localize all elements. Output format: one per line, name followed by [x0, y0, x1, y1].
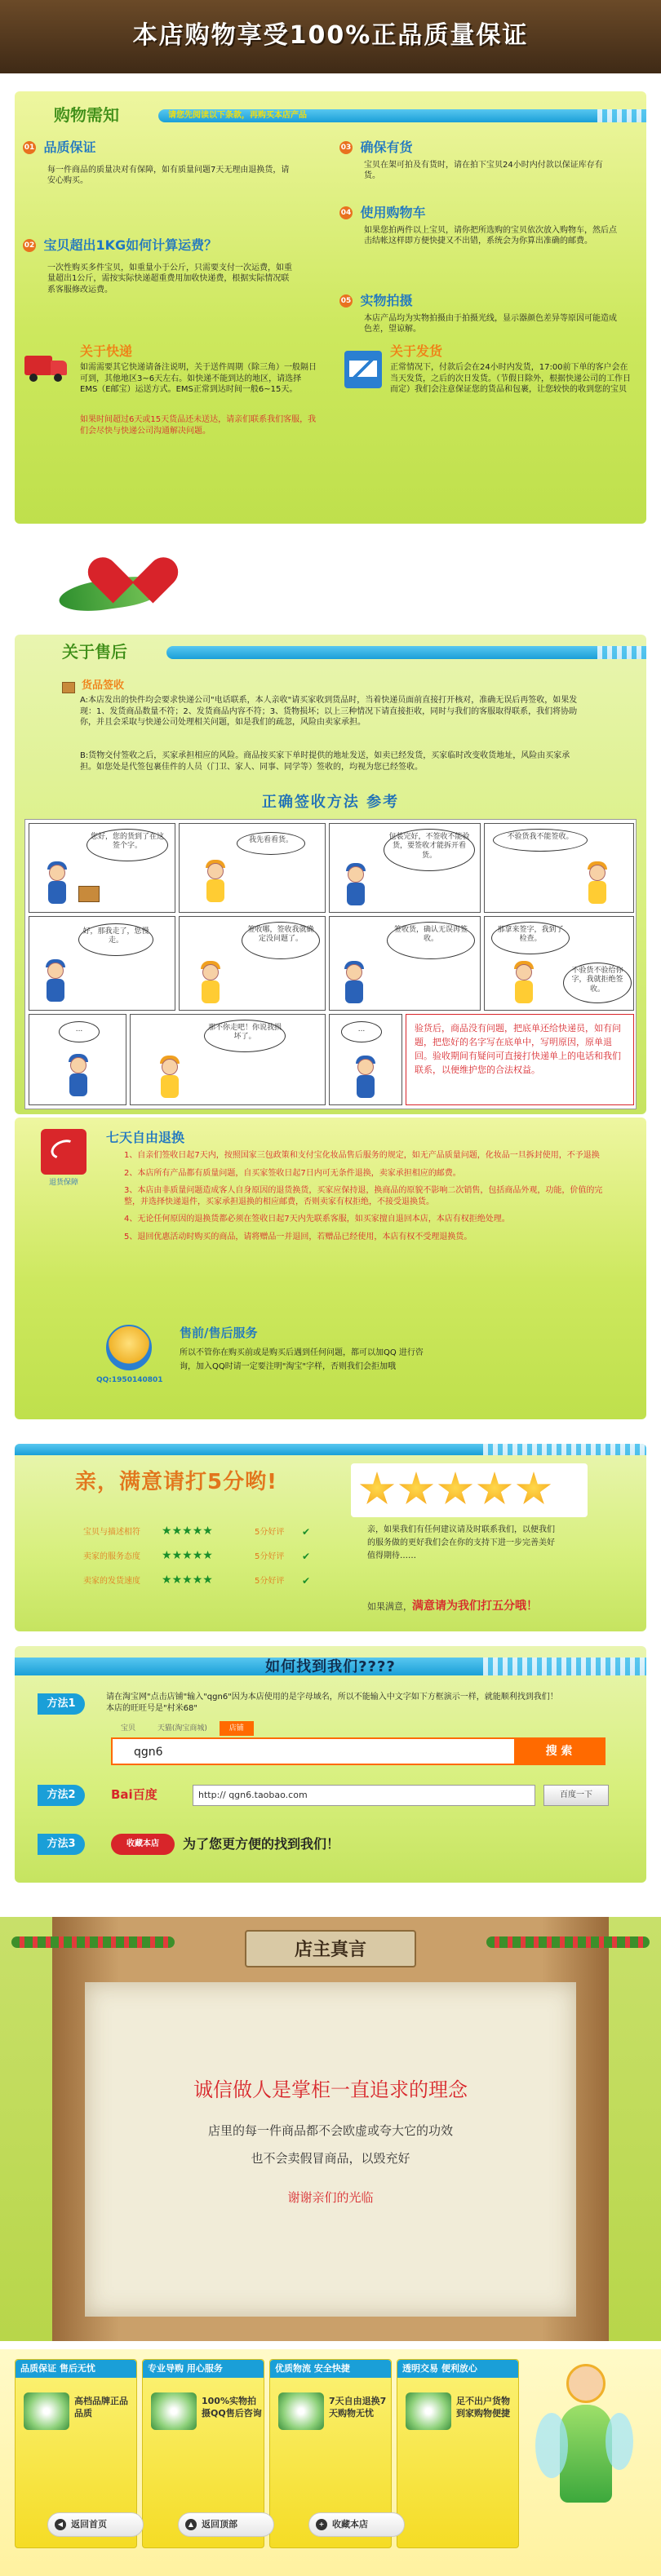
comic-warning-panel [406, 1014, 634, 1105]
vine-left [11, 1936, 175, 1948]
rating-stars: ★★★★★ [162, 1549, 213, 1562]
comic-panel [29, 823, 175, 913]
check-icon: ✔ [302, 1526, 311, 1538]
method3-text: 为了您更方便的找到我们！ [183, 1836, 340, 1852]
courier-figure [339, 964, 367, 1005]
favorite-button[interactable] [308, 2512, 405, 2537]
rule-item: 1、自亲们签收日起7天内，按照国家三包政策和支付宝化妆品售后服务的规定，如无产品质量问题，化妆品一旦拆封使用，不予退换 [124, 1151, 600, 1160]
speech-bubble: 签收哪，签收我就确定没问题了。 [242, 922, 320, 959]
baidu-logo: Bai百度 [111, 1787, 157, 1802]
speech-bubble: 那不你走吧！你说我损坏了。 [204, 1020, 286, 1052]
shopping-notes-ribbon [158, 109, 646, 122]
feature-text: 100%实物拍摄QQ售后咨询 [202, 2396, 262, 2419]
owner-paper [85, 1982, 576, 2317]
owner-section [0, 1917, 661, 2341]
comic-panel [329, 1014, 402, 1105]
comic-panel [179, 823, 326, 913]
back-home-label: 返回首页 [71, 2519, 107, 2530]
method2-label: 方法2 [38, 1785, 85, 1806]
customer-figure [201, 863, 228, 904]
comic-panel [329, 823, 481, 913]
customer-figure [583, 865, 610, 905]
note-title: 宝贝超出1KG如何计算运费？ [43, 237, 218, 253]
rating-cta-line [367, 1599, 628, 1614]
rating-value: 5分好评 [255, 1528, 285, 1537]
check-icon: ✔ [302, 1575, 311, 1587]
feature-text: 足不出户货物到家购物便捷 [456, 2396, 510, 2419]
shopping-notes-section [15, 91, 646, 524]
feature-header: 透明交易 便利放心 [397, 2360, 518, 2378]
number-badge: 04 [339, 206, 353, 219]
number-badge: 01 [23, 141, 36, 154]
owner-line-2: 也不会卖假冒商品，以毁充好 [251, 2151, 410, 2166]
receipt-text-b: B:货物交付签收之后，买家承担相应的风险。商品按买家下单时提供的地址发送，如卖已经发货，买家临时改变收货地址，风险由买家承担。如您处是代签包裹佳件的人员（门卫、家人、同事、同学等）签收的，均视为您已经签收。 [80, 751, 570, 772]
note-02 [23, 237, 308, 295]
owner-header-plaque [245, 1930, 416, 1967]
courier-figure [41, 963, 69, 1003]
favorite-label: 收藏本店 [332, 2519, 368, 2530]
rule-item: 3、本店由非质量问题造成客人自身原因的退货换货，买家应保持退，换商品的原貌不影响二次销售，包括商品外观，功能，价值的完整，并选择快递退件，买家承担退换的相应邮费，否则卖家有权拒绝，不接受退换货。 [124, 1186, 603, 1206]
rule-item: 2、本店所有产品都有质量问题，自买家签收日起7日内可无条件退换，卖家承担相应的邮费。 [124, 1168, 461, 1178]
after-sales-heading: 关于售后 [62, 642, 127, 662]
check-icon: ✔ [302, 1551, 311, 1562]
rule-item: 4、无论任何原因的退换货都必须在签收日起7天内先联系客服，如买家擅自退回本店，本店有权拒绝处理。 [124, 1215, 510, 1224]
comic-panel [484, 916, 634, 1011]
box-icon [62, 682, 75, 693]
customer-figure [155, 1059, 183, 1100]
star-icon [359, 1472, 395, 1507]
fairy-figure [535, 2364, 633, 2560]
note-title: 实物拍摄 [360, 293, 413, 308]
shipping-text: 正常情况下，付款后会在24小时内发货，17:00前下单的客户会在当天发货，之后的次日发货。（节假日除外，根据快递公司的工作日而定）我们会注意保证您的货品和包裹，让您较快的收到您的宝贝 [390, 363, 631, 394]
express-note: 如果时间超过6天或15天货品还未送达，请亲们联系我们客服，我们会尽快与快递公司沟通解决问题。 [80, 415, 317, 436]
speech-bubble: 您好，您的货到了在这签个字。 [87, 829, 168, 861]
after-sales-section [15, 635, 646, 1114]
owner-title: 诚信做人是掌柜一直追求的理念 [193, 2078, 468, 2101]
url-input[interactable]: http:// qgn6.taobao.com [193, 1785, 535, 1806]
return-rules [124, 1150, 614, 1242]
note-04 [339, 204, 633, 247]
speech-bubble: 我先看看货。 [237, 832, 305, 855]
star-icon [398, 1472, 434, 1507]
rating-ribbon [15, 1444, 646, 1455]
rating-row [83, 1550, 353, 1566]
feature-text: 高档品牌正品品质 [74, 2396, 128, 2419]
speech-bubble: 那拿来签字，我到了检查。 [491, 922, 570, 954]
star-icon [477, 1472, 512, 1507]
note-title: 品质保证 [43, 139, 96, 155]
back-top-button[interactable] [178, 2512, 274, 2537]
courier-figure [64, 1057, 91, 1098]
banner-title: 本店购物享受100%正品质量保证 [132, 21, 529, 50]
comic-panel [130, 1014, 326, 1105]
feature-header: 优质物流 安全快捷 [270, 2360, 391, 2378]
comic-warning-text: 验货后，商品没有问题，把底单还给快递员，如有问题，把您好的名字写在底单中，写明原因，原单退回。验收期间有疑问可直接打快递单上的电话和我们联系，以便维护您的合法权益。 [415, 1023, 621, 1076]
speech-bubble: ... [59, 1021, 100, 1042]
note-05 [339, 292, 633, 335]
tab-tmall[interactable]: 天猫(淘宝商城) [157, 1724, 207, 1733]
search-bar [111, 1737, 606, 1765]
rule-item: 5、退回优惠活动时购买的商品，请将赠品一并退回，若赠品已经使用，本店有权不受理退换货。 [124, 1232, 472, 1242]
number-badge: 02 [23, 239, 36, 252]
return-badge-label: 退货保障 [48, 1179, 78, 1187]
ribbon-text: 请您先阅读以下条款，再购买本店产品 [168, 111, 307, 120]
speech-bubble: 包装完好，不签收不能验货，要签收才能拆开看货。 [384, 829, 475, 871]
sign-method-title: 正确签收方法 参考 [261, 794, 400, 811]
qq-avatar-icon [106, 1325, 152, 1370]
shipping-icon [344, 351, 382, 388]
feature-card [397, 2359, 519, 2548]
search-button[interactable]: 搜 索 [514, 1739, 604, 1764]
comic-panel [484, 823, 634, 913]
find-us-title: 如何找到我们???? [265, 1658, 396, 1675]
rating-row [83, 1574, 353, 1591]
back-top-label: 返回顶部 [202, 2519, 237, 2530]
note-title: 使用购物车 [360, 205, 426, 220]
bookmark-badge[interactable]: 收藏本店 [111, 1834, 175, 1855]
courier-figure [42, 865, 70, 905]
note-text: 本店产品均为实物拍摄由于拍摄光线，显示器颜色差异等原因可能造成色差，望谅解。 [364, 313, 617, 334]
express-text: 如需需要其它快递请备注说明，关于送件周期（除三角）一般隔日可到，其他地区3~6天左右。如快递不能到达的地区，请选择EMS（E邮宝）运送方式。EMS正常到达时间一般6~15天。 [80, 363, 317, 394]
note-text: 宝贝在架可拍及有货时，请在拍下宝贝24小时内付款以保证库存有货。 [364, 160, 603, 181]
speech-bubble: ... [341, 1021, 382, 1042]
shopping-notes-heading: 购物需知 [54, 105, 119, 125]
top-arrow-icon: ▲ [185, 2519, 197, 2530]
plus-icon: + [316, 2519, 327, 2530]
owner-thanks: 谢谢亲们的光临 [287, 2190, 374, 2205]
number-badge: 03 [339, 141, 353, 154]
leaf-logo-icon [48, 1136, 79, 1162]
comic-panel [29, 916, 175, 1011]
star-icon [437, 1472, 473, 1507]
note-text: 每一件商品的质量决对有保障，如有质量问题7天无理由退换货，请安心购买。 [47, 165, 290, 186]
rating-value: 5分好评 [255, 1552, 285, 1561]
method3-label: 方法3 [38, 1834, 85, 1855]
courier-figure [351, 1059, 379, 1100]
return-badge [41, 1129, 87, 1175]
comic-panel [29, 1014, 126, 1105]
courier-figure [341, 866, 369, 907]
back-home-button[interactable] [47, 2512, 144, 2537]
rating-row [83, 1525, 353, 1542]
tab-shop[interactable]: 店铺 [220, 1721, 254, 1736]
note-03 [339, 139, 633, 182]
speech-bubble: 不验货我不能签收。 [493, 829, 588, 852]
vine-right [486, 1936, 650, 1948]
warm-tip-section [0, 530, 661, 631]
receipt-title: 货品签收 [82, 679, 125, 692]
qq-number[interactable]: QQ:1950140801 [96, 1376, 163, 1384]
method1-text: 请在淘宝网"点击店铺"输入"qgn6"因为本店使用的是字母域名，所以不能输入中文字如下方框演示一样，就能顺利找到我们！本店的旺旺号是"村米68" [106, 1693, 558, 1713]
owner-line-1: 店里的每一件商品都不会欧虚或夸大它的功效 [207, 2123, 453, 2138]
home-arrow-icon: ◀ [55, 2519, 66, 2530]
feature-header: 品质保证 售后无忧 [16, 2360, 136, 2378]
parcel-icon [78, 886, 100, 902]
service-text: 所以不管你在购买前或是购买后遇到任何问题，都可以加QQ 进行咨询，加入QQ时请一定要注明"淘宝"字样，否则我们会拒加哦 [180, 1348, 424, 1371]
ribbon-wave [597, 646, 646, 659]
method1-label: 方法1 [38, 1693, 85, 1715]
seven-day-section [15, 1118, 646, 1419]
truck-icon [24, 351, 70, 383]
find-us-section [15, 1646, 646, 1883]
note-01 [23, 139, 308, 187]
search-tabs [111, 1721, 568, 1737]
speech-bubble: 不验货不验给你字，我就拒绝签收。 [563, 963, 632, 1003]
receipt-text-a: A:本店发出的快件均会要求快递公司"电话联系，本人亲收"请买家收到货品时，当着快递员面前直接打开核对，准确无误后再签收，如果发现：1、发货商品数量不符；2、发货商品内容不符；3、货物损坏；以上三种情况下请直接拒收，同时与我们的客服取得联系，我们将协助你，并且会采取与快递公司处理相关问题，如是我们的疏忽，风险由卖家承担。 [80, 696, 578, 727]
comic-strip [24, 819, 637, 1109]
rating-cta-prefix: 如果满意， [367, 1601, 412, 1612]
rating-title: 亲，满意请打5分哟! [75, 1470, 277, 1494]
rating-label: 宝贝与描述相符 [83, 1528, 140, 1537]
ribbon-wave [483, 1444, 646, 1455]
comic-panel [329, 916, 481, 1011]
speech-bubble: 好，那我走了，您慢走。 [78, 923, 153, 956]
search-input[interactable]: qgn6 [134, 1746, 163, 1759]
rating-label: 卖家的服务态度 [83, 1552, 140, 1561]
feature-text: 7天自由退换7天购物无忧 [329, 2396, 387, 2419]
note-text: 如果您拍两件以上宝贝，请你把所选购的宝贝依次放入购物车，然后点击结帐这样即方便快捷又不出错，系统会为你算出准确的邮费。 [364, 225, 617, 246]
rating-section [15, 1444, 646, 1631]
features-section [0, 2349, 661, 2576]
customer-figure [196, 964, 224, 1005]
shipping-title: 关于发货 [390, 343, 443, 359]
rating-label: 卖家的发货速度 [83, 1577, 140, 1586]
speech-bubble: 签收货，确认无误再签收。 [387, 922, 475, 959]
feature-image [406, 2392, 451, 2430]
rating-message: 亲，如果我们有任何建议请及时联系我们，以便我们的服务做的更好我们会在你的支持下进一步完善美好值得期待…… [367, 1525, 555, 1560]
feature-image [24, 2392, 69, 2430]
owner-header: 店主真言 [294, 1940, 366, 1960]
baidu-button[interactable]: 百度一下 [543, 1785, 609, 1806]
express-block [21, 338, 323, 460]
feature-image [278, 2392, 324, 2430]
note-title: 确保有货 [360, 139, 413, 155]
header-banner [0, 0, 661, 73]
service-title: 售前/售后服务 [180, 1326, 258, 1340]
ribbon-wave [597, 109, 646, 122]
shipping-block [339, 338, 641, 460]
number-badge: 05 [339, 294, 353, 308]
big-stars [351, 1463, 588, 1517]
feature-header: 专业导购 用心服务 [143, 2360, 264, 2378]
star-icon [516, 1472, 552, 1507]
rating-value: 5分好评 [255, 1577, 285, 1586]
comic-panel [179, 916, 326, 1011]
feature-image [151, 2392, 197, 2430]
rating-stars: ★★★★★ [162, 1573, 213, 1587]
warm-tip-label: 温馨提示 [115, 551, 155, 562]
customer-figure [509, 964, 537, 1005]
express-title: 关于快递 [80, 343, 133, 359]
note-text: 一次性购买多件宝贝，如重量小于公斤，只需要支付一次运费，如重量超出1公斤，需按实际快递超重费用加收快递费，根据实际情况联系客服修改运费。 [47, 263, 292, 294]
seven-day-title: 七天自由退换 [106, 1130, 185, 1145]
after-sales-ribbon [166, 646, 646, 659]
rating-cta: 满意请为我们打五分哦！ [412, 1600, 538, 1613]
rating-stars: ★★★★★ [162, 1525, 213, 1538]
tab-item[interactable]: 宝贝 [121, 1724, 136, 1733]
